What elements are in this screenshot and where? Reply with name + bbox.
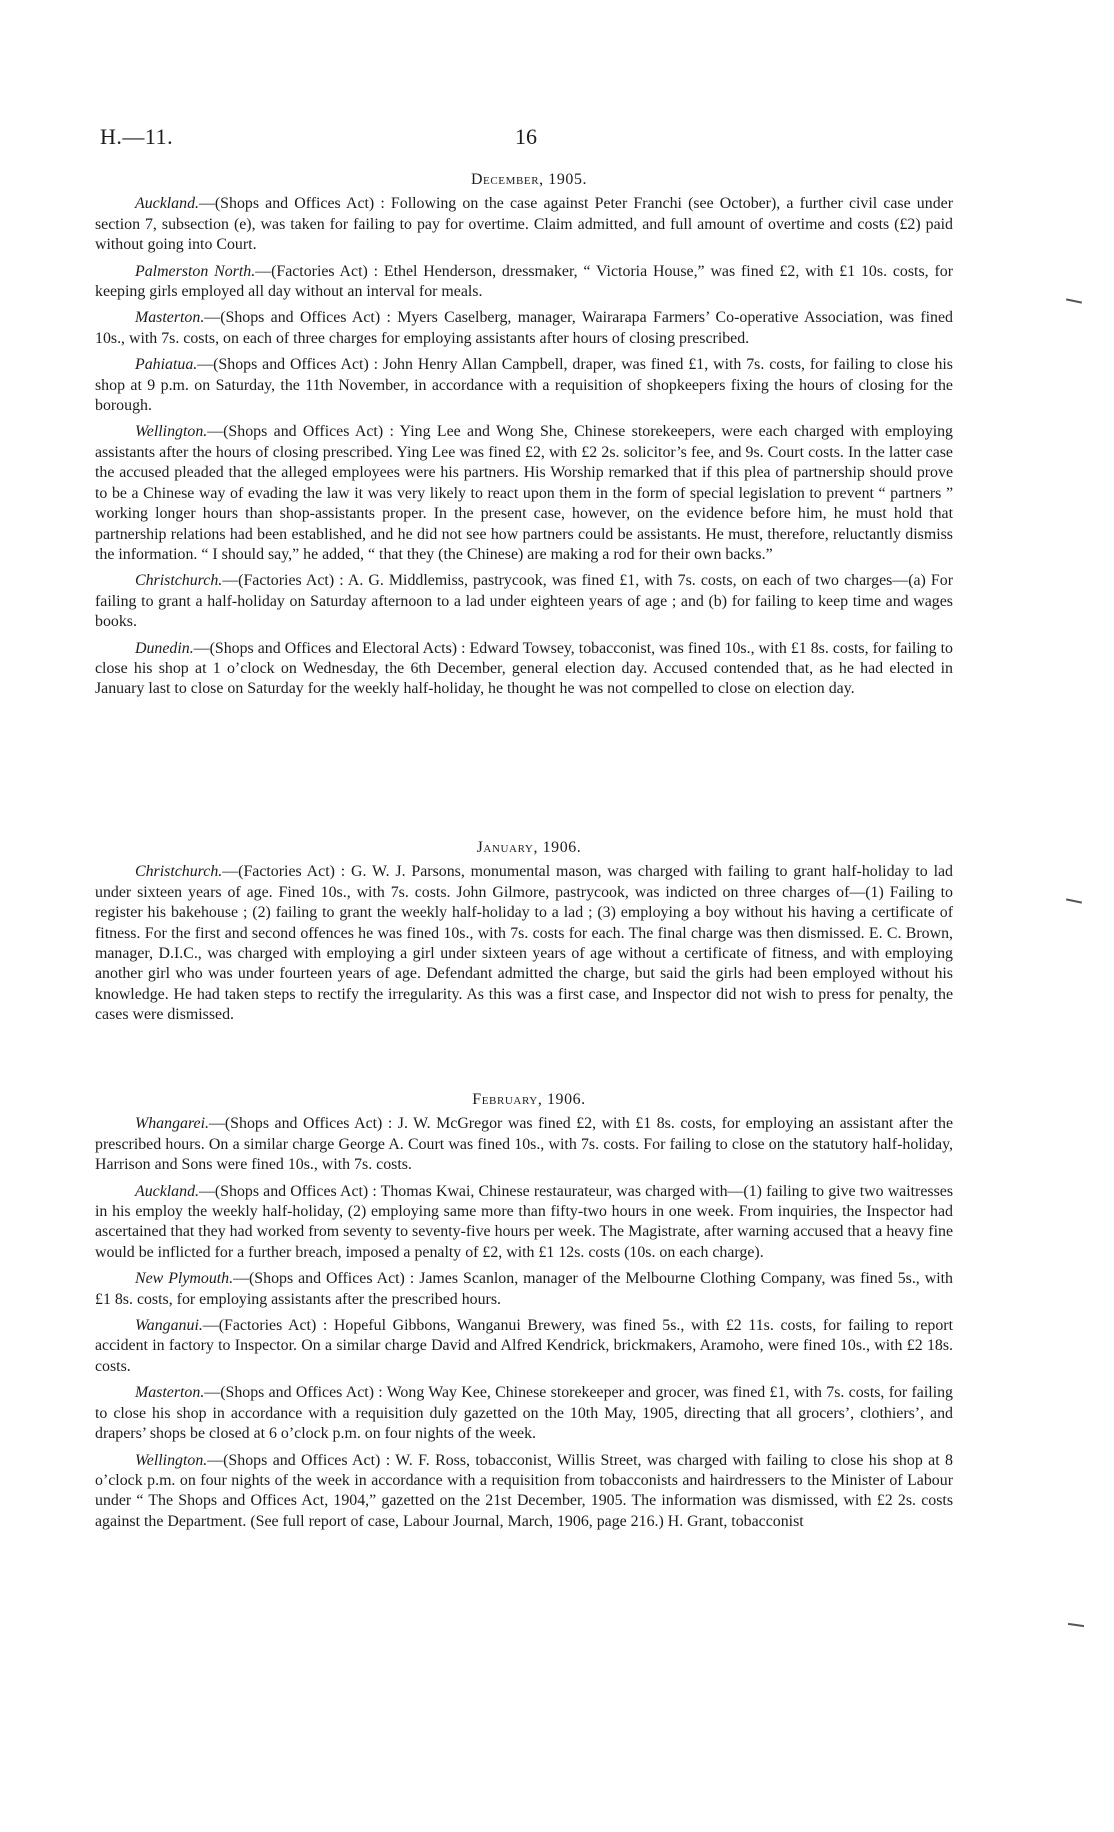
entry bbox=[95, 262, 953, 303]
entry-place: Wanganui. bbox=[135, 1317, 203, 1335]
entry-place: Masterton. bbox=[135, 1384, 205, 1402]
section-january-1906 bbox=[95, 838, 953, 1032]
margin-tick-mark bbox=[1068, 1623, 1084, 1627]
entry-place: Wellington. bbox=[135, 1451, 208, 1469]
entry bbox=[95, 1182, 953, 1264]
entry-text: —(Shops and Offices Act) : W. F. Ross, tobacconist, Willis Street, was charged with failing to close his shop at 8 o’clock p.m. on four nights of the week in accordance with a requisition from tobacconists and hairdressers to the Minister of Labour under “ The Shops and Offices Act, 1904,” gazetted on the 21st December, 1905. The information was dismissed, with £2 2s. costs against the Department. (See full report of case, Labour Journal, March, 1906, page 216.) H. Grant, tobacconist bbox=[95, 1451, 953, 1530]
section-heading: January, 1906. bbox=[476, 839, 582, 856]
entry-place: Wellington. bbox=[135, 423, 208, 441]
entry-place: Christchurch. bbox=[135, 572, 223, 590]
entry-place: Auckland. bbox=[135, 195, 199, 213]
entry-place: Whangarei. bbox=[135, 1115, 209, 1133]
entry-place: Christchurch. bbox=[135, 863, 223, 881]
entry-text: —(Shops and Offices Act) : Following on the case against Peter Franchi (see October), a further civil case under section 7, subsection (e), was taken for failing to pay for overtime. Claim admitted, and full amount of overtime and costs (£2) paid without going into Court. bbox=[95, 195, 953, 254]
entry-text: —(Factories Act) : G. W. J. Parsons, monumental mason, was charged with failing to grant half-holiday to lad under sixteen years of age. Fined 10s., with 7s. costs. John Gilmore, pastrycook, was indicted on three charges of—(1) Failing to register his bakehouse ; (2) failing to grant the weekly half-holiday to a lad ; (3) employing a boy without his having a certificate of fitness. For the first and second offences he was fined 10s., with 7s. costs for each. The final charge was then dismissed. E. C. Brown, manager, D.I.C., was charged with employing a girl under sixteen years of age without a certificate of fitness, and with employing another girl who was under fourteen years of age. Defendant admitted the charge, but said the girls had been employed without his knowledge. He had taken steps to rectify the irregularity. As this was a first case, and Inspector did not wish to press for penalty, the cases were dismissed. bbox=[95, 863, 953, 1024]
entry-text: —(Shops and Offices Act) : J. W. McGregor was fined £2, with £1 8s. costs, for employing an assistant after the prescribed hours. On a similar charge George A. Court was fined 10s., with 7s. costs. For failing to close on the statutory half-holiday, Harrison and Sons were fined 10s., with 7s. costs. bbox=[95, 1115, 953, 1174]
entry bbox=[95, 194, 953, 255]
entry-text: —(Shops and Offices Act) : Wong Way Kee, Chinese storekeeper and grocer, was fined £1, with 7s. costs, for failing to close his shop in accordance with a requisition duly gazetted on the 10th May, 1905, directing that all grocers’, clothiers’, and drapers’ shops be closed at 6 o’clock p.m. on four nights of the week. bbox=[95, 1384, 953, 1443]
entry-text: —(Factories Act) : Hopeful Gibbons, Wanganui Brewery, was fined 5s., with £2 11s. costs, for failing to report accident in factory to Inspector. On a similar charge David and Alfred Kendrick, brickmakers, Aramoho, were fined 10s., with £2 18s. costs. bbox=[95, 1317, 953, 1375]
margin-tick-mark bbox=[1066, 898, 1082, 903]
margin-tick-mark bbox=[1066, 298, 1082, 303]
entry bbox=[95, 1316, 953, 1377]
entry bbox=[95, 1451, 953, 1533]
section-december-1905 bbox=[95, 170, 953, 706]
entry-text: —(Shops and Offices Act) : Thomas Kwai, Chinese restaurateur, was charged with—(1) failing to give two waitresses in his employ the weekly half-holiday, (2) employing same more than fifty-two hours in one week. From inquiries, the Inspector had ascertained that they had worked from seventy to seventy-five hours per week. The Magistrate, after warning accused that a heavy fine would be inflicted for a further breach, imposed a penalty of £2, with £1 12s. costs (10s. on each charge). bbox=[95, 1182, 953, 1261]
entry bbox=[95, 639, 953, 700]
entry-text: —(Shops and Offices Act) : Ying Lee and Wong She, Chinese storekeepers, were each charged with employing assistants after the hours of closing prescribed. Ying Lee was fined £2, with £2 2s. solicitor’s fee, and 9s. Court costs. In the latter case the accused pleaded that the alleged employees were his partners. His Worship remarked that if this plea of partnership should prove to be a Chinese way of evading the law it was very likely to react upon them in the form of special legislation to prevent “ partners ” working longer hours than shop-assistants proper. In the present case, however, on the evidence before him, he must hold that partnership relations had been established, and he did not see how partners could be assistants. He must, therefore, reluctantly dismiss the information. “ I should say,” he added, “ that they (the Chinese) are making a rod for their own backs.” bbox=[95, 423, 953, 563]
entry-place: Auckland. bbox=[135, 1182, 199, 1200]
section-heading: December, 1905. bbox=[470, 171, 588, 188]
entry-text: —(Shops and Offices and Electoral Acts) : Edward Towsey, tobacconist, was fined 10s., with £1 8s. costs, for failing to close his shop at 1 o’clock on Wednesday, the 6th December, general election day. Accused contended that, as he had elected in January last to close on Saturday for the weekly half-holiday, he thought he was not compelled to close on election day. bbox=[95, 639, 953, 698]
entry-text: —(Shops and Offices Act) : James Scanlon, manager of the Melbourne Clothing Company, was fined 5s., with £1 8s. costs, for employing assistants after the prescribed hours. bbox=[95, 1270, 953, 1308]
entry bbox=[95, 1383, 953, 1444]
page-number: 16 bbox=[515, 124, 537, 149]
entry-place: Pahiatua. bbox=[135, 356, 198, 374]
entry bbox=[95, 1114, 953, 1175]
document-series-code: H.—11. bbox=[100, 124, 174, 149]
entry-text: —(Shops and Offices Act) : John Henry Allan Campbell, draper, was fined £1, with 7s. costs, for failing to close his shop at 9 p.m. on Saturday, the 11th November, in accordance with a requisition of shopkeepers fixing the hours of closing for the borough. bbox=[95, 356, 953, 415]
entry bbox=[95, 1269, 953, 1310]
entry bbox=[95, 355, 953, 416]
entry-text: —(Factories Act) : Ethel Henderson, dressmaker, “ Victoria House,” was fined £2, with £1 10s. costs, for keeping girls employed all day without an interval for meals. bbox=[95, 262, 953, 301]
section-heading: February, 1906. bbox=[472, 1091, 586, 1108]
section-february-1906 bbox=[95, 1090, 953, 1538]
entry-text: —(Factories Act) : A. G. Middlemiss, pastrycook, was fined £1, with 7s. costs, on each of two charges—(a) For failing to grant a half-holiday on Saturday afternoon to a lad under eighteen years of age ; and (b) for failing to keep time and wages books. bbox=[95, 572, 953, 631]
entry-text: —(Shops and Offices Act) : Myers Caselberg, manager, Wairarapa Farmers’ Co-operative Association, was fined 10s., with 7s. costs, on each of three charges for employing assistants after hours of closing prescribed. bbox=[95, 309, 953, 347]
entry-place: Masterton. bbox=[135, 309, 205, 327]
entry bbox=[95, 571, 953, 632]
entry bbox=[95, 422, 953, 565]
entry-place: Dunedin. bbox=[135, 639, 194, 657]
entry-place: New Plymouth. bbox=[135, 1270, 234, 1288]
entry-place: Palmerston North. bbox=[135, 262, 256, 280]
entry bbox=[95, 862, 953, 1025]
entry bbox=[95, 308, 953, 349]
